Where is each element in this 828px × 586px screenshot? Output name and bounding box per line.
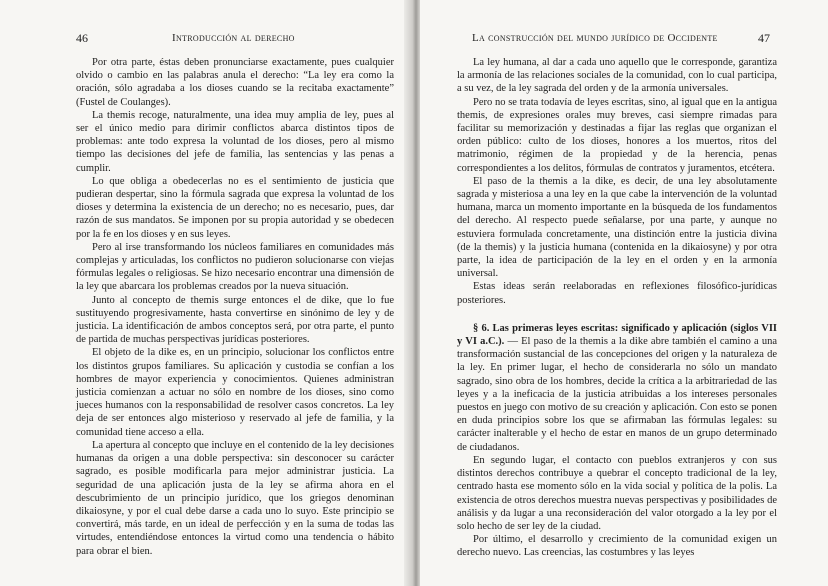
paragraph: La apertura al concepto que incluye en el contenido de la ley decisiones humanas da origen a una doble perspectiva: sin desconocer su carácter sagrado, es posible modificarla para mejor administrar justicia. La seguridad de una aplicación justa de la ley se afirma ahora en el descubrimiento de un principio jurídico, que los griegos denominan dikaiosyne, y por el cual debe darse a cada uno lo suyo. Este principio se convertirá, más tarde, en un ideal de perfección y en la suma de todas las virtudes, entendiéndose entonces la virtud como una tendencia o hábito para obrar el bien. (76, 439, 394, 557)
section-text: — El paso de la themis a la dike abre también el camino a una transformación sustancial de las concepciones del origen y la naturaleza de la ley. En primer lugar, el hecho de considerarla no sólo un mandato sagrado, sino obra de los hombres, decide la crítica a la arbitrariedad de las leyes y a la ineficacia de la justicia atribuidas a los intereses personales puestos en juego con motivo de su creación y aplicación. Con esto se ponen en duda principios sobre los que se afirmaban las fórmulas legales: su carácter inalterable y el hecho de estar en manos de un grupo determinado de ciudadanos. (457, 336, 778, 453)
running-head: La construcción del mundo jurídico de Occidente (472, 32, 718, 44)
paragraph: Pero no se trata todavía de leyes escritas, sino, al igual que en la antigua themis, de expresiones orales muy breves, casi siempre rimadas para facilitar su memorización y destinadas a fijar las reglas que organizan el orden público: culto de los dioses, honores a los muertos, ritos del matrimonio, régimen de la propiedad y de la herencia, penas correspondientes a los delitos, fórmulas de contratos y juramentos, etcétera. (457, 96, 777, 174)
section-paragraph (457, 322, 777, 454)
page-number: 46 (76, 31, 88, 45)
paragraph: El paso de la themis a la dike, es decir, de una ley absolutamente sagrada y misteriosa a una ley en la que cabe la intervención de la voluntad humana, marca un momento importante en la búsqueda de los fundamentos del derecho. Al respecto puede señalarse, por una parte, y aunque no estuviera formulada concretamente, una distinción entre la justicia divina (de la themis) y la justicia humana (contenida en la dikaiosyne) y por otra parte, la idea de participación de la ley en el orden y en la armonía universal. (457, 175, 777, 280)
text-column (76, 56, 394, 558)
paragraph: Junto al concepto de themis surge entonces el de dike, que lo fue sustituyendo progresivamente, hasta convertirse en sinónimo de ley y de justicia. La identificación de ambos conceptos será, por otra parte, el punto de partida de muchas perspectivas jurídicas posteriores. (76, 294, 394, 346)
paragraph: La ley humana, al dar a cada uno aquello que le corresponde, garantiza la armonía de las relaciones sociales de la comunidad, con lo cual participa, a su vez, de la ley sagrada del orden y de la armonía universales. (457, 57, 777, 95)
paragraph: Pero al irse transformando los núcleos familiares en comunidades más complejas y articuladas, los conflictos no pudieron solucionarse con viejas fórmulas legales o religiosas. Se hizo necesario encontrar una dimensión de la ley que abarcara los problemas creados por la nueva situación. (76, 241, 394, 293)
left-page (0, 0, 412, 586)
page-number: 47 (758, 31, 770, 45)
right-page (420, 0, 828, 586)
paragraph: Lo que obliga a obedecerlas no es el sentimiento de justicia que pudieran despertar, sino la fórmula sagrada que expresa la voluntad de los dioses y determina la existencia de un derecho; no es necesario, pues, dar razón de sus mandatos. Se imponen por su propia autoridad y se obedecen por la fe en los dioses y en sus leyes. (76, 175, 394, 240)
running-head: Introducción al derecho (172, 32, 295, 44)
text-column (457, 56, 777, 560)
paragraph: Por otra parte, éstas deben pronunciarse exactamente, pues cualquier olvido o cambio en las palabras anula el derecho: “La ley era como la oración, sólo agradaba a los dioses cuando se la recitaba exactamente” (Fustel de Coulanges). (76, 57, 394, 108)
paragraph: En segundo lugar, el contacto con pueblos extranjeros y con sus distintos derechos contribuye a quebrar el concepto tradicional de la ley, centrado hasta ese momento sólo en la vida social y política de la polis. La existencia de otros derechos muestra nuevas perspectivas y posibilidades de análisis y da lugar a una reconsideración del valor otorgado a la ley por el solo hecho de ser ley de la ciudad. (457, 454, 777, 532)
section-title: § 6. Las primeras leyes escritas: significado y aplicación (siglos VII y VI a.C.). (457, 322, 777, 348)
paragraph: El objeto de la dike es, en un principio, solucionar los conflictos entre los distintos grupos familiares. Su aplicación y custodia se confían a los hombres de mayor experiencia y conocimientos. Quienes administran justicia comienzan a actuar no sólo en nombre de los dioses, sino como jueces humanos con la responsabilidad de resolver casos concretos. La ley deja de ser entonces algo misterioso y reservado al jefe de familia, y la comunidad tiene acceso a ella. (76, 347, 394, 438)
paragraph: La themis recoge, naturalmente, una idea muy amplia de ley, pues al ser el único medio para dirimir conflictos abarca distintos tipos de problemas: ante todo expresa la voluntad de los dioses, pero al mismo tiempo las decisiones del jefe de familia, las sentencias y las penas a cumplir. (76, 109, 394, 174)
paragraph: Estas ideas serán reelaboradas en reflexiones filosófico-jurídicas posteriores. (457, 281, 777, 306)
paragraph: Por último, el desarrollo y crecimiento de la comunidad exigen un derecho nuevo. Las creencias, las costumbres y las leyes (457, 534, 777, 559)
